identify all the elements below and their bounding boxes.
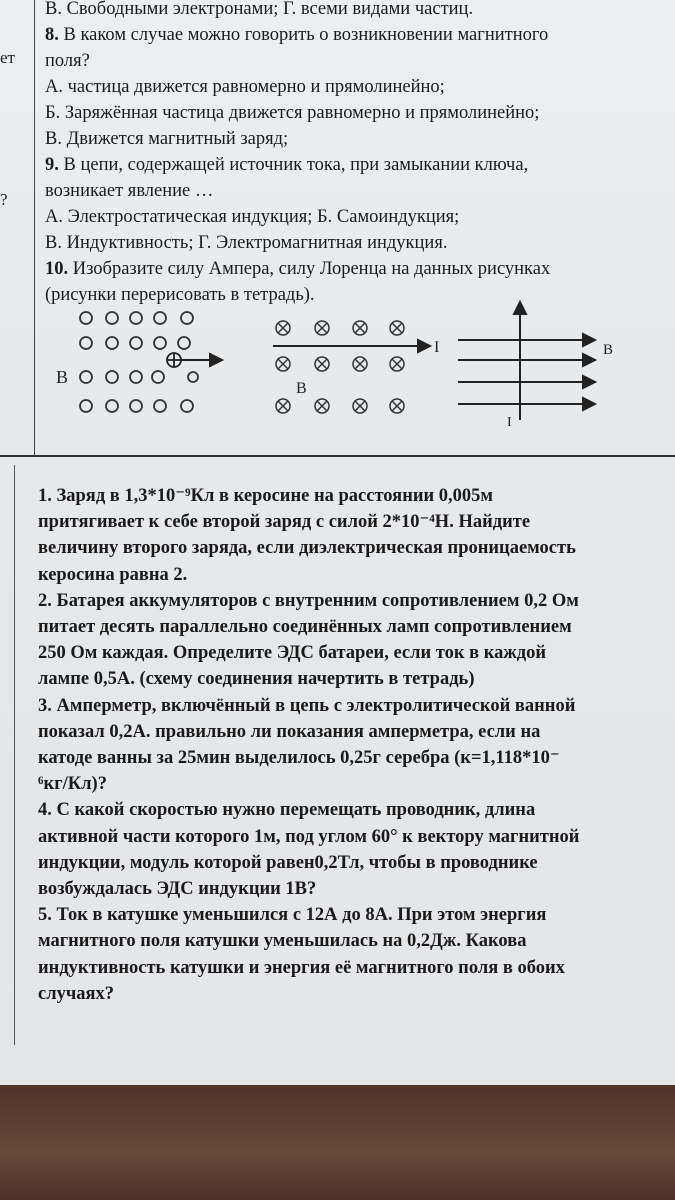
- figures-area: [40, 300, 675, 450]
- question-8-line: 8. В каком случае можно говорить о возникновении магнитного: [45, 25, 549, 45]
- left-column-border: [34, 0, 35, 455]
- problem-2: [38, 588, 579, 693]
- section-divider: [0, 455, 675, 457]
- problem-line: случаях?: [38, 983, 115, 1004]
- problem-1: [38, 483, 579, 588]
- question-line: В. Свободными электронами; Г. всеми видами частиц.: [45, 0, 474, 19]
- figure-1-velocity-arrow: [180, 354, 222, 366]
- figure-2-label-b: B: [296, 380, 307, 397]
- problem-line: 5. Ток в катушке уменьшился с 12А до 8А. При этом энергия: [38, 905, 547, 926]
- problem-line: индуктивность катушки и энергия её магнитного поля в обоих: [38, 957, 565, 978]
- question-line: (рисунки перерисовать в тетрадь).: [45, 285, 315, 305]
- problems-list: [38, 483, 579, 1007]
- problem-line: показал 0,2А. правильно ли показания амперметра, если на: [38, 721, 541, 742]
- problem-line: керосина равна 2.: [38, 564, 188, 585]
- figure-1-label-b: B: [56, 367, 69, 387]
- questions-8-10: [45, 0, 550, 308]
- problem-line: индукции, модуль которой равен0,2Тл, чтобы в проводнике: [38, 852, 538, 873]
- question-line: поля?: [45, 51, 90, 71]
- problem-line: ⁶кг/Кл)?: [38, 774, 107, 795]
- problem-line: лампе 0,5А. (схему соединения начертить в тетрадь): [38, 669, 475, 690]
- figure-3-label-b: B: [603, 342, 614, 358]
- problem-line: 250 Ом каждая. Определите ЭДС батареи, если ток в каждой: [38, 643, 547, 664]
- problem-line: возбуждалась ЭДС индукции 1В?: [38, 879, 317, 900]
- problem-5: [38, 902, 579, 1007]
- answer-option: В. Индуктивность; Г. Электромагнитная индукция.: [45, 233, 448, 253]
- problem-line: 4. С какой скоростью нужно перемещать проводник, длина: [38, 800, 536, 821]
- figure-2-field-crosses: [276, 321, 404, 413]
- question-9-line: 9. В цепи, содержащей источник тока, при замыкании ключа,: [45, 155, 529, 175]
- problem-line: притягивает к себе второй заряд с силой 2*10⁻⁴Н. Найдите: [38, 512, 531, 533]
- answer-option: А. Электростатическая индукция; Б. Самоиндукция;: [45, 207, 460, 227]
- left-margin-border: [14, 465, 15, 1045]
- question-10-line: 10. Изобразите силу Ампера, силу Лоренца на данных рисунках: [45, 259, 551, 279]
- figure-1-positive-charge: [167, 353, 181, 367]
- problem-line: величину второго заряда, если диэлектрическая проницаемость: [38, 538, 576, 559]
- problem-line: 1. Заряд в 1,3*10⁻⁹Кл в керосине на расстоянии 0,005м: [38, 486, 494, 506]
- problem-4: [38, 797, 579, 902]
- problem-line: питает десять параллельно соединённых ламп сопротивлением: [38, 617, 572, 638]
- table-surface: [0, 1085, 675, 1200]
- figure-3-field-lines: [458, 334, 595, 410]
- figure-2-label-i: I: [434, 339, 440, 356]
- figure-2-current-arrow: [273, 340, 430, 352]
- problem-line: магнитного поля катушки уменьшилась на 0,2Дж. Какова: [38, 931, 527, 952]
- problem-line: катоде ванны за 25мин выделилось 0,25г серебра (к=1,118*10⁻: [38, 748, 560, 769]
- problem-line: 3. Амперметр, включённый в цепь с электролитической ванной: [38, 695, 576, 716]
- figure-3-label-i: I: [507, 415, 512, 430]
- answer-option: В. Движется магнитный заряд;: [45, 129, 289, 149]
- problem-3: [38, 693, 579, 798]
- margin-fragment-mid: ?: [0, 190, 8, 209]
- problem-line: активной части которого 1м, под углом 60° к вектору магнитной: [38, 826, 580, 847]
- question-line: возникает явление …: [45, 181, 214, 201]
- margin-fragment-top: ет: [0, 48, 15, 67]
- problem-line: 2. Батарея аккумуляторов с внутренним сопротивлением 0,2 Ом: [38, 590, 579, 611]
- answer-option: А. частица движется равномерно и прямолинейно;: [45, 77, 445, 97]
- answer-option: Б. Заряжённая частица движется равномерно и прямолинейно;: [45, 103, 540, 123]
